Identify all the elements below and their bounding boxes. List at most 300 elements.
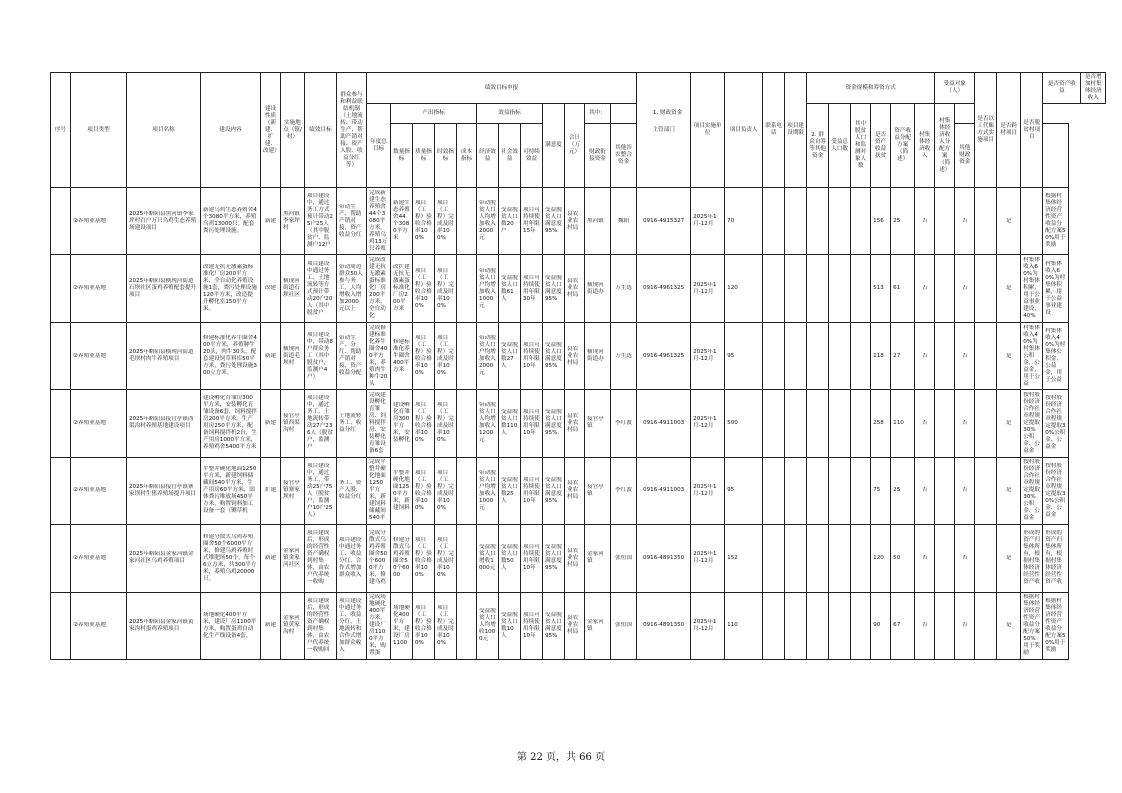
cell-text: 完成场地硬化400平方米，建设厂房1100平方米，购置蛋: [369, 594, 386, 657]
cell-text: 0916-4911003: [643, 419, 685, 426]
cell-text: 2025年1月-12月: [693, 416, 717, 430]
cell-annual-goal: [367, 525, 391, 592]
cell-text: 50: [893, 554, 901, 561]
cell-total: [725, 188, 763, 255]
cell-nature: [261, 525, 281, 592]
cell-cost: [457, 322, 477, 389]
cell-text: 90: [873, 622, 881, 629]
cell-dept: [565, 457, 585, 524]
cell-asset-plan: [1021, 322, 1043, 389]
cell-cross-village: [935, 525, 955, 592]
col-qty: 数量指标: [391, 124, 413, 188]
cell-self-raise: [851, 457, 871, 524]
col-mechanism: 群众参与和利益联结机制（土地流转、带动生产、帮助产销对接、资产入股、收益分红等）: [337, 73, 367, 188]
cell-text: 村集体收入40%为村集体公积金，公益金，用于公益: [1045, 328, 1066, 384]
col-output-index: 产出指标: [391, 104, 477, 124]
cell-text: 县农业农村局: [567, 480, 579, 501]
cell-text: 是: [1005, 217, 1012, 224]
cell-text: 0916-4915327: [643, 217, 685, 224]
cell-sustain: [521, 322, 543, 389]
cell-text: 120: [873, 554, 884, 561]
cell-text: 项目建成后，形成的经营性资产确权到村集体，由农户代养统一收购回: [307, 597, 330, 653]
cell-text: 魏阳: [617, 217, 630, 224]
cell-text: ②养殖业基地: [73, 217, 106, 224]
cell-text: 项目（工程）完成及时率100%: [437, 267, 454, 309]
cell-social: [499, 525, 521, 592]
cell-category: [71, 390, 127, 457]
cell-econ: [477, 592, 499, 659]
project-table: [50, 72, 1106, 660]
col-perf-index: 绩效目标申报: [367, 73, 637, 104]
col-fiscal: 1. 财政资金: [611, 104, 725, 124]
cell-qty: [391, 255, 413, 322]
cell-text: 否: [921, 487, 928, 494]
cell-text: 县农业农村局: [567, 278, 579, 299]
cell-person: [611, 255, 637, 322]
cell-cross-village: [935, 390, 955, 457]
cell-annual-goal: [367, 188, 391, 255]
cell-text: 2025年1月-12月: [693, 349, 717, 363]
cell-benef-poor: [891, 322, 915, 389]
cell-qty: [391, 592, 413, 659]
table-row: [51, 322, 1106, 389]
cell-text: 扩建: [264, 487, 277, 494]
col-seq: 序号: [51, 73, 71, 188]
col-coll-yes: 村集体经济收入: [915, 104, 935, 188]
cell-quality: [413, 188, 435, 255]
cell-fiscal-direct: [763, 457, 785, 524]
cell-text: 带动脱贫人口人均增加收入1200元: [479, 402, 496, 444]
col-poor-village: 是否脱贫村项目: [1021, 73, 1043, 188]
col-cross-village: 是否跨村项目: [997, 73, 1021, 188]
cell-text: 横现河街道办: [587, 281, 604, 295]
cell-seq: [51, 188, 71, 255]
cell-mechanism: [337, 188, 367, 255]
cell-asset-poor: [997, 592, 1021, 659]
cell-location: [281, 322, 305, 389]
cell-social: [499, 457, 521, 524]
cell-timeliness: [435, 188, 457, 255]
cell-coll-plan: [1043, 457, 1069, 524]
cell-timeliness: [435, 592, 457, 659]
cell-text: 村集体收入60%为村集体积累，用于公益事业建设: [1045, 260, 1066, 316]
cell-text: 项目可持续使用年限30年: [523, 274, 540, 302]
col-self-raise: 2. 群众自筹等其他资金: [807, 104, 829, 188]
cell-text: 平整并硬化地面1250平方米，新建饲料: [393, 469, 410, 511]
col-asset-poor: 是否资产收益扶贫: [871, 104, 891, 188]
cell-fiscal-misc: [807, 390, 829, 457]
cell-poor-village: [955, 525, 975, 592]
cell-text: 0916-4961325: [643, 352, 685, 359]
cell-text: 县农业农村局: [567, 547, 579, 568]
cell-text: 改建无抗无激素蛋标准化厂房200平方米，全自动化养殖设施1套，粪污处理设施120平方米，改造提升孵化室150平方米。: [203, 264, 257, 313]
cell-text: 新建: [264, 419, 277, 426]
cell-period: [691, 592, 725, 659]
cell-text: 否: [961, 217, 968, 224]
cell-text: 2025年1月-12月: [693, 618, 717, 632]
col-cost: 成本指标: [457, 124, 477, 188]
cell-benef-total: [871, 255, 891, 322]
cell-self-raise: [851, 390, 871, 457]
cell-quality: [413, 255, 435, 322]
cell-fiscal-other: [785, 390, 807, 457]
cell-fiscal-extra: [829, 592, 851, 659]
cell-fiscal-direct: [763, 592, 785, 659]
cell-total: [725, 592, 763, 659]
cell-text: 修建标准化养牛圈舍400平方米，养殖种牛20头，肉牛30头。配套建设饲草料库50平方米，粪污处理设施300立方米。: [203, 335, 257, 377]
cell-text: 横现河街道石坝社区: [283, 278, 300, 299]
cell-social: [499, 255, 521, 322]
cell-text: 是: [1005, 487, 1012, 494]
cell-benef-poor: [891, 592, 915, 659]
cell-text: 否: [961, 554, 968, 561]
cell-text: 是: [1005, 554, 1012, 561]
col-total: 合计（万元）: [565, 104, 585, 188]
cell-text: 完成平整并硬化地面1250平方米，新建饲料储藏间540平: [369, 459, 386, 522]
cell-text: 横现河街道毛坝村: [283, 345, 300, 366]
cell-benef-total: [871, 322, 891, 389]
cell-fiscal-other: [785, 525, 807, 592]
cell-dept: [565, 322, 585, 389]
cell-nature: [261, 255, 281, 322]
cell-text: 否: [921, 419, 928, 426]
cell-benef-poor: [891, 525, 915, 592]
cell-cost: [457, 188, 477, 255]
cell-text: 项目可持续使用年限10年: [523, 611, 540, 639]
cell-text: ②养殖业基地: [73, 487, 106, 494]
cell-annual-goal: [367, 592, 391, 659]
col-work-relief: 是否以工代赈方式实施项目: [975, 73, 997, 188]
cell-person: [611, 457, 637, 524]
cell-fiscal-misc: [807, 188, 829, 255]
cell-text: 110: [893, 419, 904, 426]
cell-benef-total: [871, 525, 891, 592]
cell-name: [127, 457, 201, 524]
cell-sustain: [521, 255, 543, 322]
col-location: 实施地点（镇/村）: [281, 73, 305, 188]
cell-text: 新建: [264, 352, 277, 359]
col-sustain: 可持续效益: [521, 124, 543, 188]
cell-benef-total: [871, 188, 891, 255]
cell-text: 是: [1005, 352, 1012, 359]
cell-text: ②养殖业基地: [73, 554, 106, 561]
cell-quality: [413, 525, 435, 592]
cell-text: 受益脱贫人口数110人: [501, 409, 518, 437]
cell-text: 0916-4961325: [643, 285, 685, 292]
cell-phone: [637, 188, 691, 255]
cell-self-raise: [851, 322, 871, 389]
cell-timeliness: [435, 255, 457, 322]
cell-annual-goal: [367, 390, 391, 457]
cell-quality: [413, 592, 435, 659]
cell-text: 带动生产、分红、帮助产销对接、资产收益分配: [339, 335, 362, 377]
cell-text: 2025年1月-12月: [693, 281, 717, 295]
cell-econ: [477, 322, 499, 389]
cell-text: 受益脱贫人口数27人: [501, 342, 518, 370]
cell-work-relief: [915, 592, 935, 659]
cell-text: 受益脱贫人口满意度95%: [545, 274, 562, 302]
cell-fiscal-direct: [763, 525, 785, 592]
cell-poor-village: [955, 322, 975, 389]
col-funding: 资金规模和筹资方式: [807, 73, 935, 104]
cell-mechanism: [337, 390, 367, 457]
cell-benef-total: [871, 592, 891, 659]
col-effect-index: 效益指标: [477, 104, 543, 124]
col-impl-unit: 项目实施单位: [691, 73, 725, 188]
cell-location: [281, 457, 305, 524]
cell-text: 带动脱贫人口户均增加收入2000元: [479, 335, 496, 377]
cell-satisfaction: [543, 525, 565, 592]
cell-content: [201, 592, 261, 659]
col-perf-goal: 绩效目标: [305, 73, 337, 188]
cell-cross-village: [935, 457, 955, 524]
cell-poor-village: [955, 188, 975, 255]
cell-text: 村集体收入40%为村集体公积金，公益金，用于公益: [1023, 324, 1040, 387]
cell-text: 李红波: [615, 487, 632, 494]
cell-fiscal-other: [785, 322, 807, 389]
cell-text: 受益脱贫人口数50人: [501, 544, 518, 572]
cell-text: 带动生产、帮助产销对接、资产收益分红: [339, 203, 362, 238]
cell-asset-plan: [1021, 592, 1043, 659]
cell-text: 改扩建无抗无激素蛋标准化厂房200平方米: [393, 264, 410, 313]
cell-text: 是: [1005, 419, 1012, 426]
cell-cross-village: [935, 255, 955, 322]
cell-coll-plan: [1043, 188, 1069, 255]
cell-text: 形成的资产归集体所有，根据村集体经济经营性资产收: [1023, 530, 1040, 586]
cell-text: 根据村集体经济经营性资产收益分配方案50%用于奖励: [1023, 594, 1040, 657]
cell-text: 受益脱贫人口数25人: [501, 476, 518, 504]
cell-location: [281, 188, 305, 255]
cell-seq: [51, 592, 71, 659]
cell-timeliness: [435, 457, 457, 524]
cell-text: 否: [961, 352, 968, 359]
cell-satisfaction: [543, 255, 565, 322]
page-number: 第 22 页，共 66 页: [516, 752, 606, 763]
cell-text: 新建乌鸡生态养殖舍4个3080平方米，养殖乌鸡13000只。配套粪污处理设施。: [203, 207, 257, 235]
col-quality: 质量指标: [413, 124, 435, 188]
col-asset-plan: 资产收益分配方案（简述）: [891, 104, 915, 188]
cell-self-raise: [851, 255, 871, 322]
cell-text: 2025年略阳县金家河镇黄家沟村蛋鸡养殖项目: [129, 618, 194, 632]
cell-text: 场地硬化400平方米，建设厂房1100: [393, 604, 410, 646]
cell-quality: [413, 390, 435, 457]
cell-text: 项目（工程）完成及时率100%: [437, 335, 454, 377]
cell-fiscal-misc: [807, 592, 829, 659]
col-period: 项目建设期限: [785, 73, 807, 188]
cell-text: 156: [873, 217, 884, 224]
cell-text: 项目（工程）完成及时率100%: [437, 200, 454, 242]
cell-text: 0916-4891350: [643, 622, 685, 629]
cell-fiscal-extra: [829, 255, 851, 322]
cell-name: [127, 255, 201, 322]
cell-text: 金家河镇: [587, 618, 604, 632]
cell-text: 受益脱贫人口满意度95%: [545, 611, 562, 639]
cell-text: 项目建设中通过务工、土地流转等方式预计带动20户20人（其中脱贫户: [307, 260, 333, 316]
cell-impl-unit: [585, 390, 611, 457]
cell-cost: [457, 525, 477, 592]
cell-name: [127, 525, 201, 592]
cell-text: 万生选: [615, 352, 632, 359]
cell-satisfaction: [543, 322, 565, 389]
cell-benef-total: [871, 390, 891, 457]
cell-perf-goal: [305, 525, 337, 592]
cell-cost: [457, 255, 477, 322]
cell-text: 形成的资产归集体所有，根据村集体经济经营性资产收: [1045, 530, 1062, 586]
cell-text: 70: [727, 217, 735, 224]
col-satisfaction: 满意度: [543, 104, 565, 188]
cell-fiscal-extra: [829, 525, 851, 592]
col-social: 社会效益: [499, 124, 521, 188]
cell-text: 项目（工程）验收合格率100%: [415, 200, 432, 242]
cell-text: 项目（工程）验收合格率100%: [415, 604, 432, 646]
cell-text: ②养殖业基地: [73, 352, 106, 359]
cell-fiscal-misc: [807, 255, 829, 322]
table-row: [51, 592, 1106, 659]
col-content: 建设内容: [201, 73, 261, 188]
col-assets: 是否资产收益: [1043, 73, 1081, 104]
cell-text: 27: [893, 352, 901, 359]
cell-asset-plan: [1021, 390, 1043, 457]
col-econ: 经济效益: [477, 124, 499, 188]
col-among: 其中：: [585, 104, 611, 124]
cell-text: 否: [961, 285, 968, 292]
cell-phone: [637, 457, 691, 524]
cell-text: 95: [727, 352, 735, 359]
cell-work-relief: [915, 457, 935, 524]
cell-satisfaction: [543, 188, 565, 255]
cell-quality: [413, 322, 435, 389]
cell-annual-goal: [367, 255, 391, 322]
cell-text: 2025年1月-12月: [693, 551, 717, 565]
cell-text: 受益脱贫人口数61人: [501, 274, 518, 302]
cell-text: 项目建设中，通过务工、土地流转带动27户236人（脱贫户，监测户: [307, 395, 333, 451]
cell-text: 否: [921, 285, 928, 292]
cell-text: 否: [921, 554, 928, 561]
cell-text: 带动周边群众50人参与务工，人均增收入增加2000元以上: [339, 264, 363, 313]
cell-text: 是: [1005, 622, 1012, 629]
cell-nature: [261, 457, 281, 524]
cell-text: 新建: [264, 554, 277, 561]
cell-category: [71, 525, 127, 592]
col-dept: 主管部门: [637, 73, 691, 188]
cell-location: [281, 525, 305, 592]
col-benef-poor: 其中脱贫人口和监测对象人数: [851, 104, 871, 188]
cell-asset-poor: [997, 188, 1021, 255]
cell-name: [127, 390, 201, 457]
cell-text: 否: [921, 352, 928, 359]
cell-fiscal-extra: [829, 390, 851, 457]
cell-assets: [975, 390, 997, 457]
cell-text: 项目（工程）验收合格率100%: [415, 537, 432, 579]
cell-text: 项目（工程）验收合格率100%: [415, 267, 432, 309]
cell-text: 500: [727, 419, 738, 426]
cell-timeliness: [435, 525, 457, 592]
cell-dept: [565, 525, 585, 592]
cell-fiscal-extra: [829, 322, 851, 389]
cell-assets: [975, 188, 997, 255]
cell-mechanism: [337, 322, 367, 389]
cell-self-raise: [851, 525, 871, 592]
cell-poor-village: [955, 592, 975, 659]
cell-location: [281, 255, 305, 322]
cell-asset-plan: [1021, 255, 1043, 322]
cell-coll-plan: [1043, 390, 1069, 457]
cell-person: [611, 188, 637, 255]
col-nature: 建设性质（新建、扩建、改建）: [261, 73, 281, 188]
cell-text: ②养殖业基地: [73, 285, 106, 292]
col-name: 项目名称: [127, 73, 201, 188]
cell-phone: [637, 322, 691, 389]
cell-sustain: [521, 592, 543, 659]
cell-text: 受益脱贫人口满意度95%: [545, 476, 562, 504]
cell-text: 带动脱贫人口户均增加收入1000元: [479, 267, 496, 309]
cell-text: 项目（工程）验收合格率100%: [415, 469, 432, 511]
cell-text: 完成改建无抗无激素蛋标准化厂房200平方米，全自动化: [369, 257, 386, 320]
cell-text: 平整并硬化地面1250平方米，新建饲料储藏间540平方米，生产用房60平方米，固体粪污堆放场450平方米，购置饲料加工设备一套（铡草机: [203, 466, 257, 515]
cell-assets: [975, 255, 997, 322]
cell-category: [71, 255, 127, 322]
cell-text: 新建生态养殖舍44个3080平方米: [393, 200, 410, 242]
cell-total: [725, 457, 763, 524]
cell-nature: [261, 188, 281, 255]
cell-text: 带动脱贫人口人均增加收入2000元: [479, 200, 496, 242]
cell-qty: [391, 390, 413, 457]
cell-text: 金家河镇金家河社区: [283, 547, 300, 568]
cell-econ: [477, 457, 499, 524]
cell-text: 改建: [264, 285, 277, 292]
cell-benef-poor: [891, 390, 915, 457]
cell-timeliness: [435, 390, 457, 457]
cell-total: [725, 525, 763, 592]
cell-text: 项目可持续使用年限15年: [523, 207, 540, 235]
cell-category: [71, 188, 127, 255]
cell-work-relief: [915, 525, 935, 592]
cell-category: [71, 322, 127, 389]
cell-text: 接官亭镇西渠沟村: [283, 412, 300, 433]
col-fiscal-other: 其他涉农整合资金: [611, 124, 637, 188]
cell-text: 受益脱贫人口满意度95%: [545, 207, 562, 235]
cell-name: [127, 322, 201, 389]
cell-text: 县农业农村局: [567, 345, 579, 366]
cell-text: 接官亭镇: [587, 416, 604, 430]
cell-total: [725, 322, 763, 389]
cell-text: 项目建设中通过务工、收益分红、合作式增加群众收入: [339, 537, 362, 579]
cell-total: [725, 390, 763, 457]
cell-poor-village: [955, 390, 975, 457]
cell-self-raise: [851, 592, 871, 659]
cell-fiscal-other: [785, 457, 807, 524]
cell-social: [499, 322, 521, 389]
cell-asset-poor: [997, 457, 1021, 524]
cell-total: [725, 255, 763, 322]
cell-dept: [565, 390, 585, 457]
cell-cross-village: [935, 322, 955, 389]
cell-text: 县农业农村局: [567, 615, 579, 636]
col-phone: 联系电话: [763, 73, 785, 188]
cell-text: 完成修建标准化养牛圈舍400平方米，养殖肉牛种牛20头: [369, 324, 388, 387]
cell-asset-plan: [1021, 188, 1043, 255]
cell-text: 县农业农村局: [567, 412, 579, 433]
cell-text: 25: [893, 487, 901, 494]
cell-text: 项目建设中，通过务工方式预计带动25户25人（其中脱贫户、监测户12户: [307, 193, 333, 249]
cell-text: 95: [727, 487, 735, 494]
cell-text: 受益脱贫人口增收1000元: [479, 544, 496, 572]
cell-text: 2025年略阳县横现河街道石坝社区蛋鸡养殖配套提升项目: [129, 278, 197, 299]
cell-text: 完成新建生态养殖舍44个3080平方米，养殖乌鸡13万只养殖: [369, 189, 388, 252]
col-category: 项目类型: [71, 73, 127, 188]
cell-text: 否: [961, 487, 968, 494]
cell-name: [127, 592, 201, 659]
